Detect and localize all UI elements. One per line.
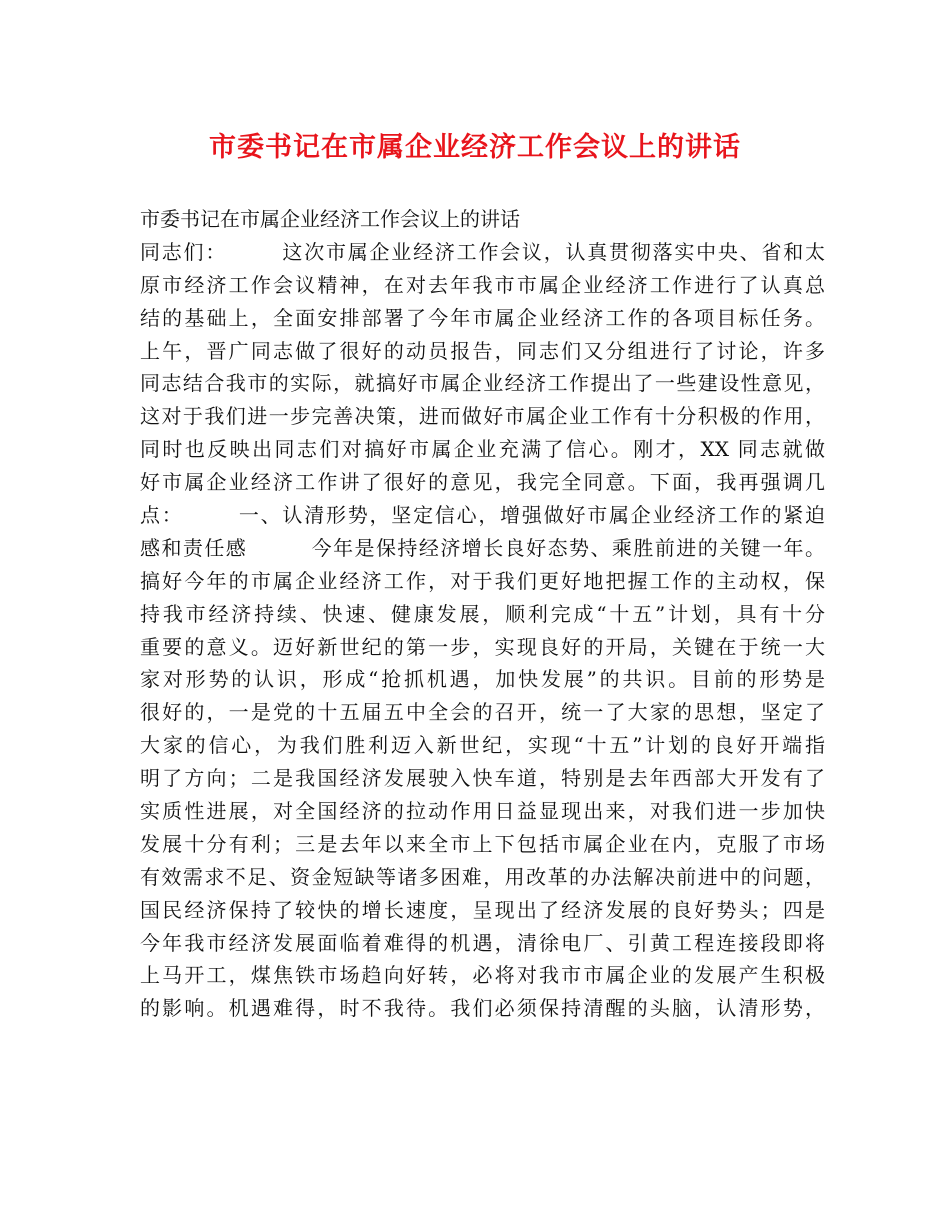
body-line: 有效需求不足、资金短缺等诸多困难，用改革的办法解决前进中的问题， xyxy=(140,864,825,889)
body-line: 大家的信心，为我们胜利迈入新世纪，实现“十五”计划的良好开端指 xyxy=(140,733,825,758)
body-line: 感和责任感 今年是保持经济增长良好态势、乘胜前进的关键一年。 xyxy=(140,535,825,560)
body-line: 同时也反映出同志们对搞好市属企业充满了信心。刚才，XX 同志就做 xyxy=(140,437,825,462)
body-line: 持我市经济持续、快速、健康发展，顺利完成“十五”计划，具有十分 xyxy=(140,601,825,626)
body-line: 同志结合我市的实际，就搞好市属企业经济工作提出了一些建设性意见， xyxy=(140,371,825,396)
body-line: 上马开工，煤焦铁市场趋向好转，必将对我市市属企业的发展产生积极 xyxy=(140,963,825,988)
body-line: 明了方向；二是我国经济发展驶入快车道，特别是去年西部大开发有了 xyxy=(140,766,825,791)
body-line: 发展十分有利；三是去年以来全市上下包括市属企业在内，克服了市场 xyxy=(140,831,825,856)
body-line: 很好的，一是党的十五届五中全会的召开，统一了大家的思想，坚定了 xyxy=(140,700,825,725)
body-line: 这对于我们进一步完善决策，进而做好市属企业工作有十分积极的作用， xyxy=(140,404,825,429)
body-line: 上午，晋广同志做了很好的动员报告，同志们又分组进行了讨论，许多 xyxy=(140,338,825,363)
body-line: 点： 一、认清形势，坚定信心，增强做好市属企业经济工作的紧迫 xyxy=(140,503,825,528)
body-line: 今年我市经济发展面临着难得的机遇，清徐电厂、引黄工程连接段即将 xyxy=(140,930,825,955)
document-body xyxy=(140,203,825,1025)
body-line: 好市属企业经济工作讲了很好的意见，我完全同意。下面，我再强调几 xyxy=(140,470,825,495)
body-line: 家对形势的认识，形成“抢抓机遇，加快发展”的共识。目前的形势是 xyxy=(140,667,825,692)
body-line: 搞好今年的市属企业经济工作，对于我们更好地把握工作的主动权，保 xyxy=(140,568,825,593)
body-line: 结的基础上，全面安排部署了今年市属企业经济工作的各项目标任务。 xyxy=(140,305,825,330)
body-line: 的影响。机遇难得，时不我待。我们必须保持清醒的头脑，认清形势， xyxy=(140,996,825,1021)
body-line: 重要的意义。迈好新世纪的第一步，实现良好的开局，关键在于统一大 xyxy=(140,634,825,659)
body-line: 实质性进展，对全国经济的拉动作用日益显现出来，对我们进一步加快 xyxy=(140,799,825,824)
body-line: 市委书记在市属企业经济工作会议上的讲话 xyxy=(140,207,520,231)
document-title: 市委书记在市属企业经济工作会议上的讲话 xyxy=(209,132,741,163)
body-line: 同志们： 这次市属企业经济工作会议，认真贯彻落实中央、省和太 xyxy=(140,239,825,264)
body-line: 原市经济工作会议精神，在对去年我市市属企业经济工作进行了认真总 xyxy=(140,272,825,297)
body-line: 国民经济保持了较快的增长速度，呈现出了经济发展的良好势头；四是 xyxy=(140,897,825,922)
